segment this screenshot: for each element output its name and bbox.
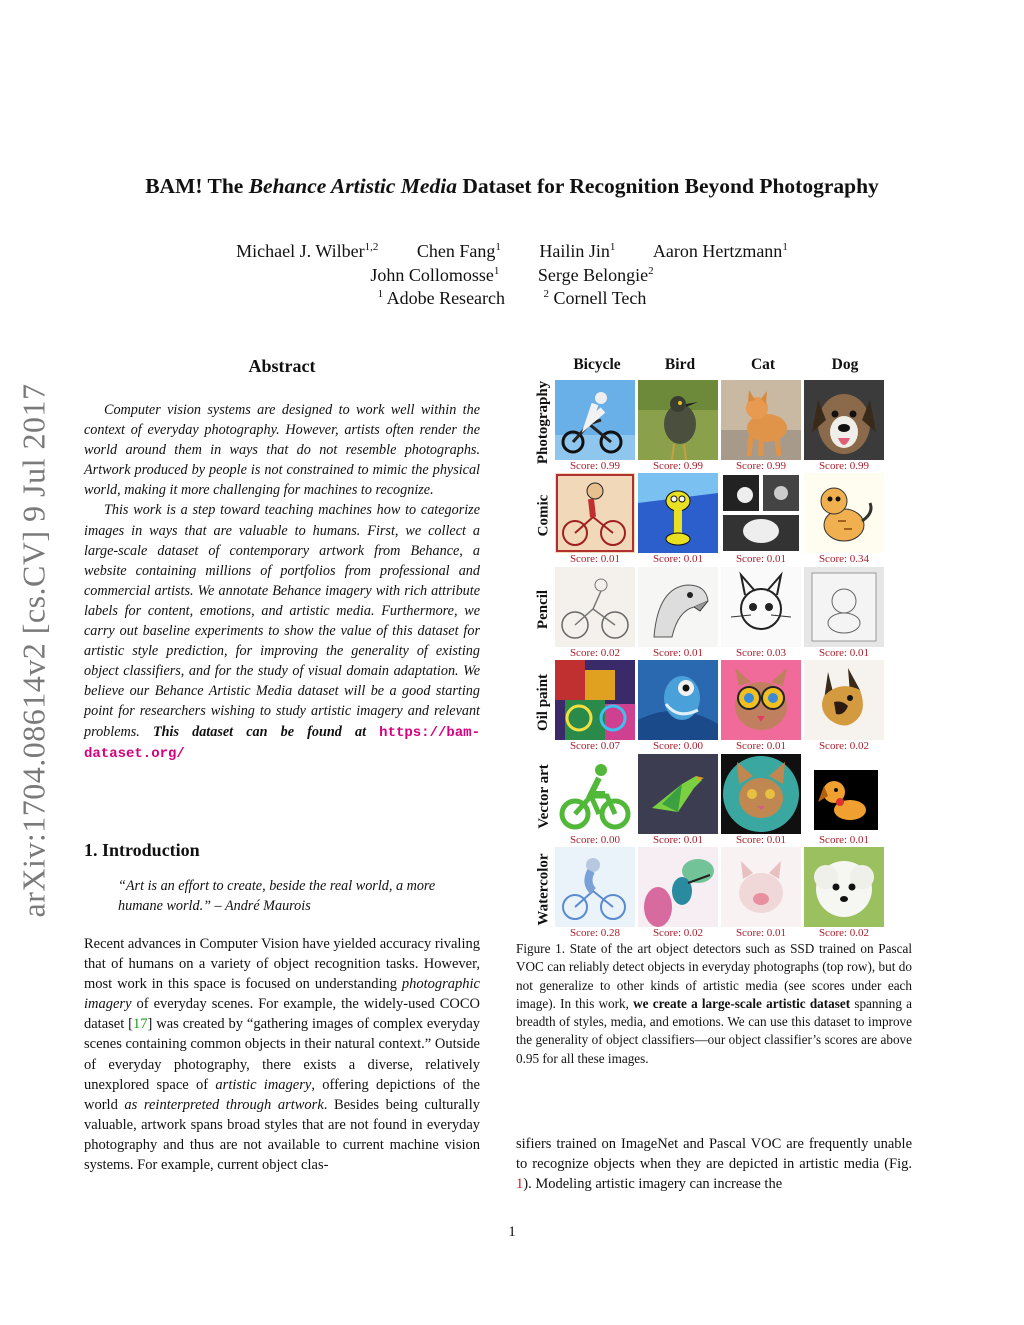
arxiv-stamp [4,370,64,930]
epigraph-quote: “Art is an effort to create, beside the real world, a more humane world.” – André Maurois [118,878,436,915]
score-label: Score: 0.99 [735,460,787,472]
score-label: Score: 0.02 [569,647,621,659]
author: John Collomosse$^1$ [370,264,500,285]
image-photography-bird [638,380,718,460]
score-label: Score: 0.01 [569,553,621,565]
image-pencil-bicycle [555,567,635,647]
row-label-pencil: Pencil [535,589,552,629]
image-photography-cat [721,380,801,460]
author: Michael J. Wilber$^{1,2}$ [236,241,379,261]
score-label: Score: 0.99 [652,460,704,472]
image-watercolor-bicycle [555,847,635,927]
author: Aaron Hertzmann$^1$ [652,241,788,261]
figure-caption: Figure 1. State of the art object detectors such as SSD trained on Pascal VOC can reliably detect objects in everyday photographs (top row), but do not generalize to other kinds of artistic media (see scores under each image). In this work, we create a large-scale artistic dataset spanning a breadth of styles, media, and emotions. We can use this dataset to improve the generality of object classifiers—our object classifier’s scores are above 0.95 for all these images. [516,941,912,1066]
author-line-2 [60,264,964,288]
score-label: Score: 0.01 [735,834,787,846]
score-label: Score: 0.01 [818,647,870,659]
row-label-comic: Comic [535,494,552,536]
row-label-oil-paint: Oil paint [535,673,552,731]
abstract-body [84,400,480,764]
image-vector-art-bicycle [555,754,635,834]
score-label: Score: 0.01 [735,927,787,939]
image-pencil-bird [638,567,718,647]
paper-title: BAM! The Behance Artistic Media Dataset for Recognition Beyond Photography [145,174,879,198]
figure-reference-link[interactable]: 1 [516,1176,524,1193]
score-label: Score: 0.99 [818,460,870,472]
score-label: Score: 0.00 [569,834,621,846]
row-label-vector-art: Vector art [535,763,552,829]
column-heading-cat: Cat [750,356,776,373]
row-label-watercolor: Watercolor [535,852,552,926]
column-heading-bicycle: Bicycle [573,356,621,373]
image-vector-art-dog [804,754,884,834]
page-number: 1 [508,1224,516,1240]
score-label: Score: 0.02 [652,927,704,939]
abstract-paragraph-2: This work is a step toward teaching machines how to categorize images in ways that are valuable to humans. First, we collect a large-scale dataset of contemporary artwork from Behance, a website containing millions of portfolios from professional and commercial artists. We annotate Behance imagery with rich attribute labels for content, emotions, and artistic media. Furthermore, we carry out baseline experiments to show the value of this dataset for artistic style prediction, for improving the generality of existing object classifiers, and for the study of visual domain adaptation. We believe our Behance Artistic Media dataset will be a good starting point for researchers wishing to study artistic imagery and relevant problems. This dataset can be found at https://bam-dataset.org/ [84,502,480,762]
affiliations [60,287,964,311]
abstract-heading: Abstract [248,356,316,376]
score-label: Score: 0.99 [569,460,621,472]
image-pencil-dog [804,567,884,647]
score-label: Score: 0.02 [818,927,870,939]
dataset-link[interactable]: https://bam-dataset.org/ [84,724,480,762]
right-column-text: sifiers trained on ImageNet and Pascal VOC are frequently unable to recognize objects when they are depicted in artistic media (Fig. 1). Modeling artistic imagery can increase the [516,1136,912,1193]
column-heading-dog: Dog [831,356,859,373]
section-heading-introduction: 1. Introduction [84,840,200,860]
score-label: Score: 0.28 [569,927,621,939]
column-heading-bird: Bird [664,356,696,373]
author: Serge Belongie$^2$ [537,264,654,285]
author-block [60,240,964,311]
image-comic-cat [721,473,801,553]
score-label: Score: 0.02 [818,740,870,752]
image-comic-dog [804,473,884,553]
score-label: Score: 0.01 [818,834,870,846]
citation-link[interactable]: 17 [133,1016,148,1033]
image-comic-bicycle [555,473,635,553]
image-oil-paint-dog [804,660,884,740]
image-oil-paint-bicycle [555,660,635,740]
image-comic-bird [638,473,718,553]
figure-1 [535,356,902,940]
image-vector-art-cat [721,754,801,834]
image-watercolor-bird [638,847,718,927]
author: Hailin Jin$^1$ [539,241,616,261]
score-label: Score: 0.01 [652,647,704,659]
score-label: Score: 0.34 [818,553,870,565]
image-watercolor-dog [804,847,884,927]
affiliation: $^1$ Adobe Research [377,288,506,308]
image-watercolor-cat [721,847,801,927]
affiliation: $^2$ Cornell Tech [543,288,647,308]
row-label-photography: Photography [535,380,552,464]
image-vector-art-bird [638,754,718,834]
arxiv-id: arXiv:1704.08614v2 [cs.CV] 9 Jul 2017 [15,382,52,918]
abstract-paragraph-1: Computer vision systems are designed to work well within the context of everyday photography. However, artists often render the world around them in ways that do not resemble photographs. Artwork produced by people is not constrained to mimic the physical world, making it more challenging for machines to recognize. [84,402,480,499]
score-label: Score: 0.03 [735,647,787,659]
score-label: Score: 0.07 [569,740,621,752]
image-photography-dog [804,380,884,460]
score-label: Score: 0.01 [735,553,787,565]
image-oil-paint-bird [638,660,718,740]
score-label: Score: 0.01 [735,740,787,752]
author-line-1 [60,240,964,264]
image-oil-paint-cat [721,660,801,740]
score-label: Score: 0.01 [652,834,704,846]
score-label: Score: 0.00 [652,740,704,752]
image-pencil-cat [721,567,801,647]
intro-body: Recent advances in Computer Vision have yielded accuracy rivaling that of humans on a variety of object recognition tasks. However, most work in this space is focused on understanding photographic imagery of everyday scenes. For example, the widely-used COCO dataset [17] was created by “gathering images of complex everyday scenes containing common objects in their natural context.” Outside of everyday photography, there exists a diverse, relatively unexplored space of artistic imagery, offering depictions of the world as reinterpreted through artwork. Besides being culturally valuable, artwork spans broad styles that are not found in everyday photography and thus are not available to current machine vision systems. For example, current object clas- [84,936,480,1174]
score-label: Score: 0.01 [652,553,704,565]
image-photography-bicycle [555,380,635,460]
author: Chen Fang$^1$ [416,241,501,261]
